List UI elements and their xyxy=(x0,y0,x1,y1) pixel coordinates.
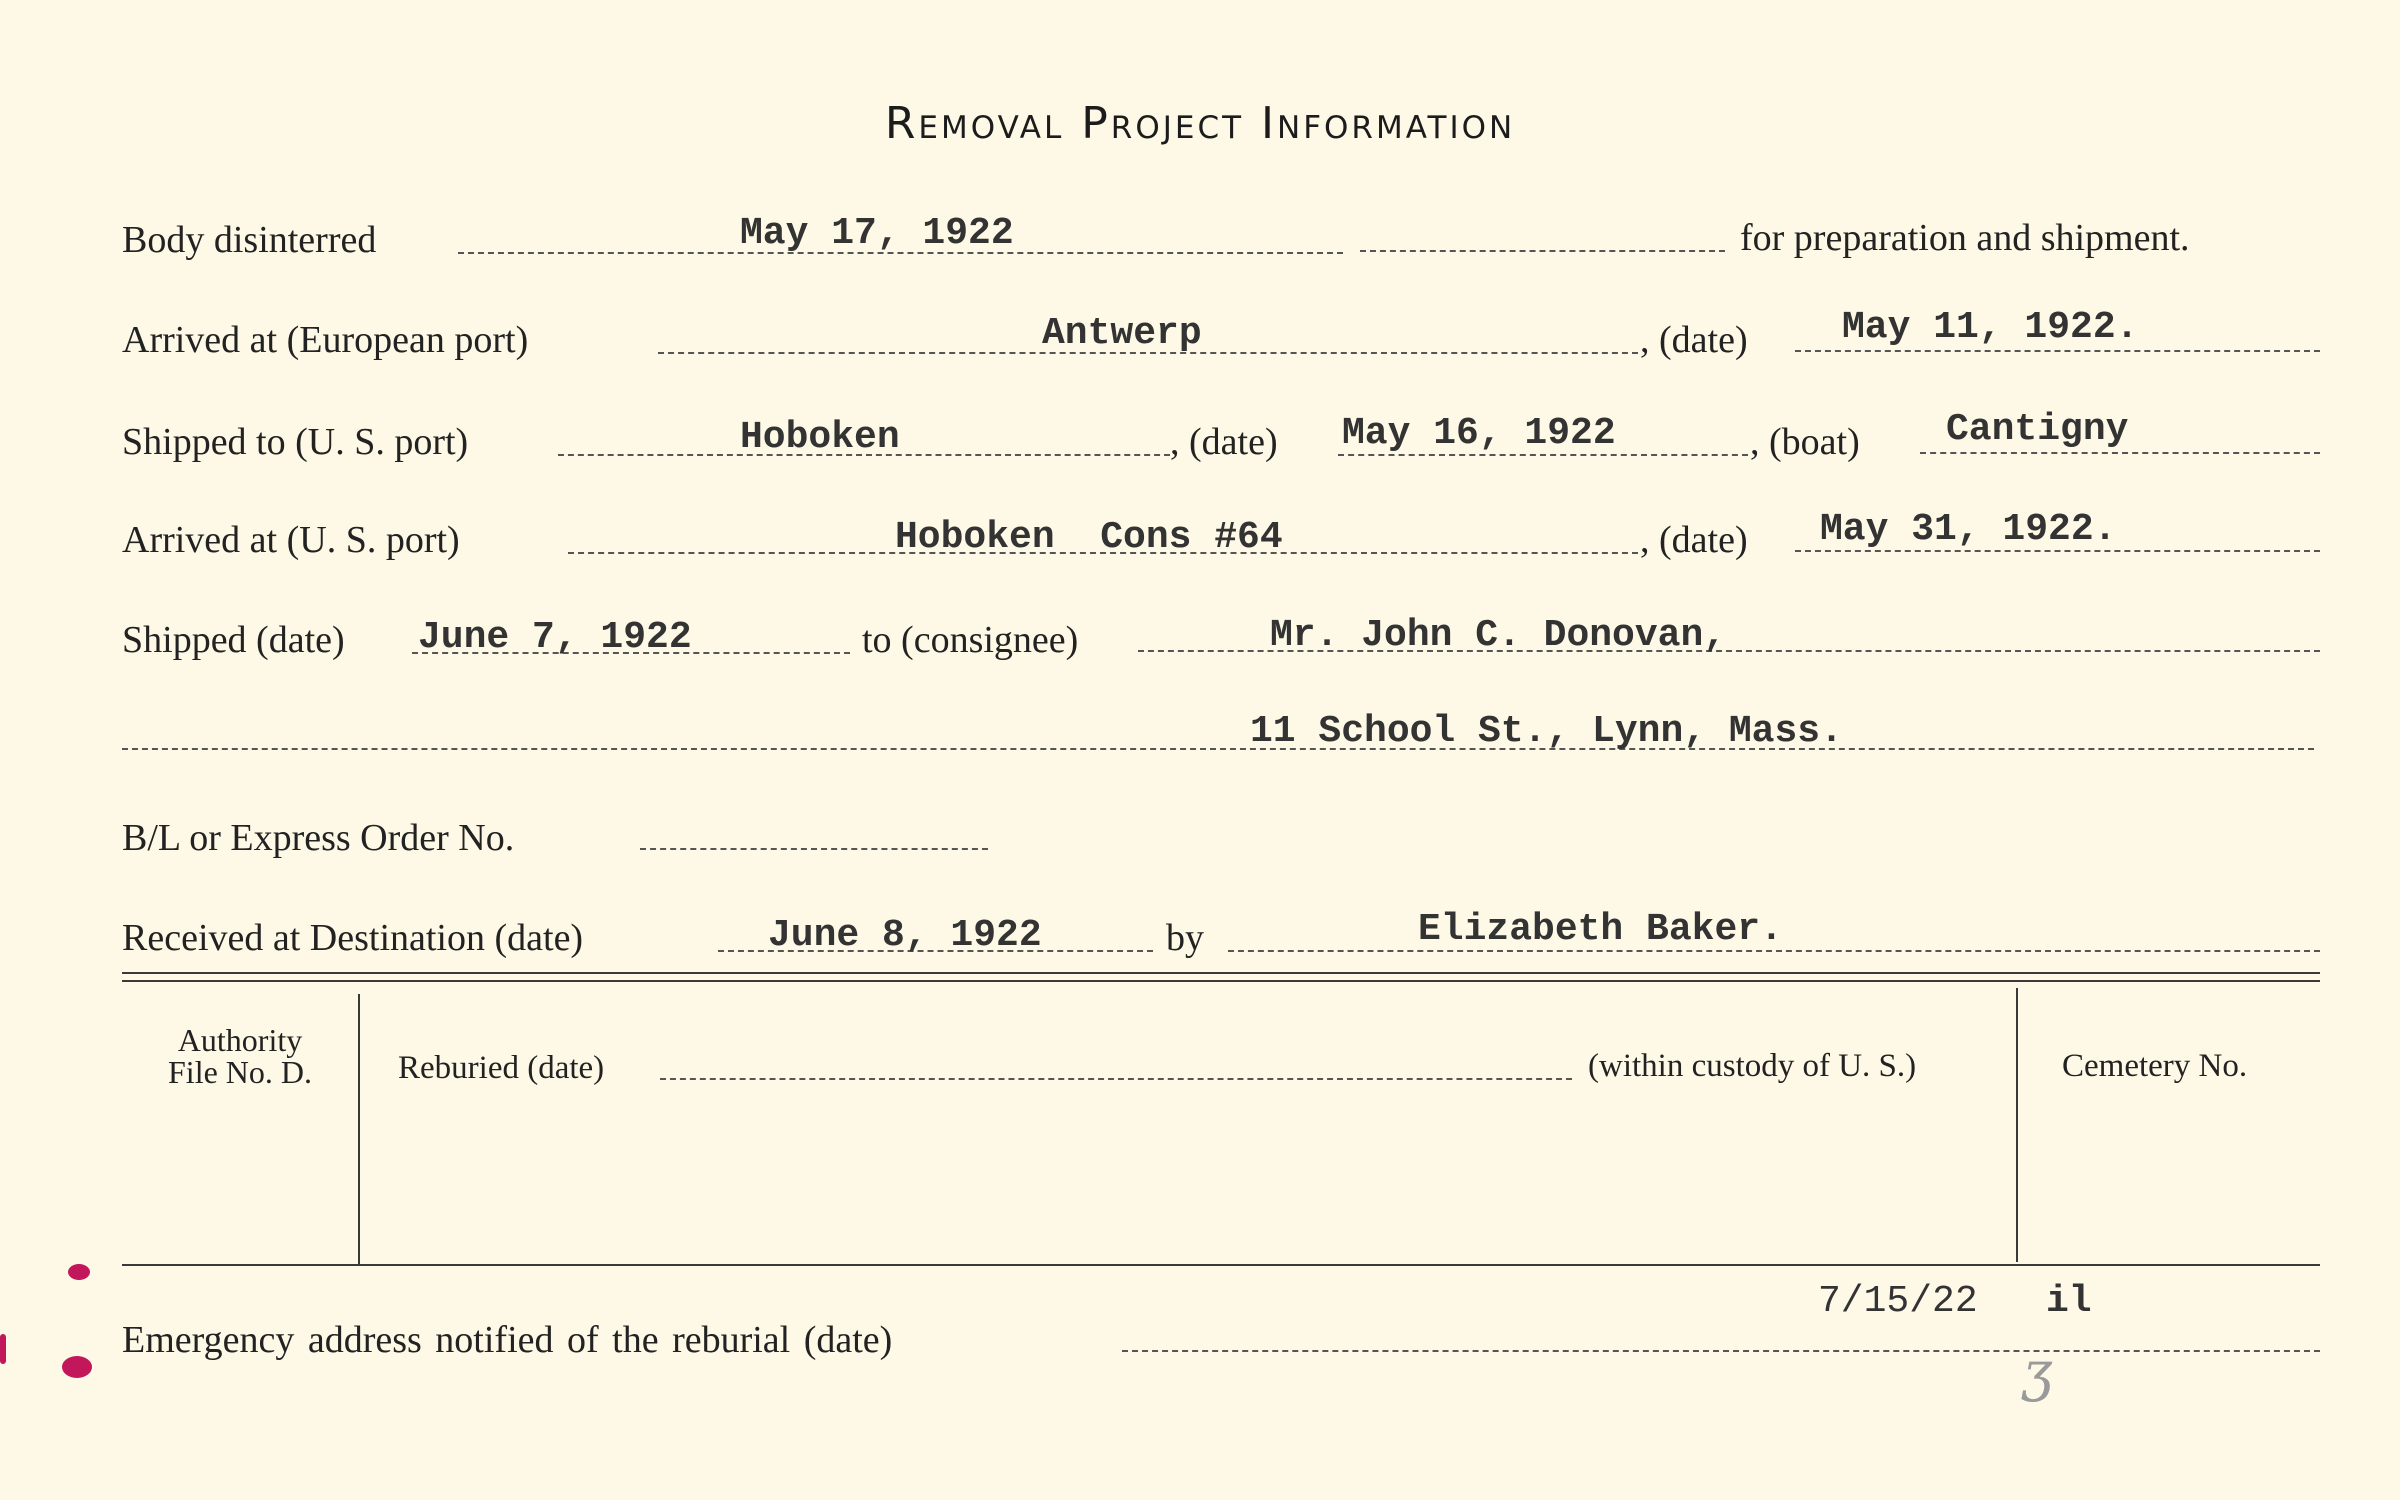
us-port-arrived-label: Arrived at (U. S. port) xyxy=(122,519,460,561)
box-bottom-rule xyxy=(122,1264,2320,1266)
emergency-date-value: 7/15/22 xyxy=(1818,1280,1978,1323)
emergency-initials: il xyxy=(2046,1280,2092,1323)
custody-label: (within custody of U. S.) xyxy=(1588,1048,1917,1084)
consignee-value: Mr. John C. Donovan, xyxy=(1270,614,1727,657)
reburied-label: Reburied (date) xyxy=(398,1050,605,1086)
us-arrived-date-label: , (date) xyxy=(1640,519,1748,561)
us-arrived-date-value: May 31, 1922. xyxy=(1820,508,2117,551)
emergency-label: Emergency address notified of the reburial (date) xyxy=(122,1319,893,1361)
disinterred-suffix: for preparation and shipment. xyxy=(1740,217,2190,259)
form-title: Removal Project Information xyxy=(884,98,1516,149)
pencil-mark: ʒ xyxy=(2022,1340,2053,1403)
us-shipped-date-value: May 16, 1922 xyxy=(1342,412,1616,455)
received-date-value: June 8, 1922 xyxy=(768,914,1042,957)
boat-line xyxy=(1920,452,2320,454)
consignee-address: 11 School St., Lynn, Mass. xyxy=(1250,710,1843,753)
authority-divider xyxy=(358,994,360,1264)
authority-label-line-2: File No. D. xyxy=(168,1054,312,1090)
received-label: Received at Destination (date) xyxy=(122,917,584,959)
shipped-date-label: Shipped (date) xyxy=(122,619,345,661)
ink-mark-upper xyxy=(68,1264,90,1280)
ink-mark-edge xyxy=(0,1334,6,1364)
address-line xyxy=(122,748,2314,750)
european-port-label: Arrived at (European port) xyxy=(122,319,529,361)
disinterred-date: May 17, 1922 xyxy=(740,212,1014,255)
us-shipped-date-label: , (date) xyxy=(1170,421,1278,463)
bl-order-label: B/L or Express Order No. xyxy=(122,817,515,859)
received-by-label: by xyxy=(1166,917,1204,959)
authority-file-label xyxy=(130,1024,350,1088)
shipped-date-value: June 7, 1922 xyxy=(418,616,692,659)
emergency-line xyxy=(1122,1350,2320,1352)
boat-value: Cantigny xyxy=(1946,408,2129,451)
european-date-line xyxy=(1795,350,2320,352)
consignee-label: to (consignee) xyxy=(862,619,1079,661)
european-port-value: Antwerp xyxy=(1042,312,1202,355)
ink-mark-lower xyxy=(62,1356,92,1378)
us-port-arrived-value: Hoboken Cons #64 xyxy=(895,516,1283,559)
us-port-shipped-label: Shipped to (U. S. port) xyxy=(122,421,469,463)
european-date-label: , (date) xyxy=(1640,319,1748,361)
boat-label: , (boat) xyxy=(1750,421,1860,463)
us-port-shipped-value: Hoboken xyxy=(740,416,900,459)
reburied-line xyxy=(660,1078,1572,1080)
disinterred-label: Body disinterred xyxy=(122,219,377,261)
double-rule-bottom xyxy=(122,980,2320,982)
bl-order-line xyxy=(640,848,988,850)
double-rule-top xyxy=(122,972,2320,974)
received-by-value: Elizabeth Baker. xyxy=(1418,908,1783,951)
cemetery-label: Cemetery No. xyxy=(2062,1048,2248,1084)
european-date-value: May 11, 1922. xyxy=(1842,306,2139,349)
cemetery-divider xyxy=(2016,988,2018,1262)
authority-label-line-1: Authority xyxy=(177,1022,303,1058)
disinterred-line-2 xyxy=(1360,250,1725,252)
